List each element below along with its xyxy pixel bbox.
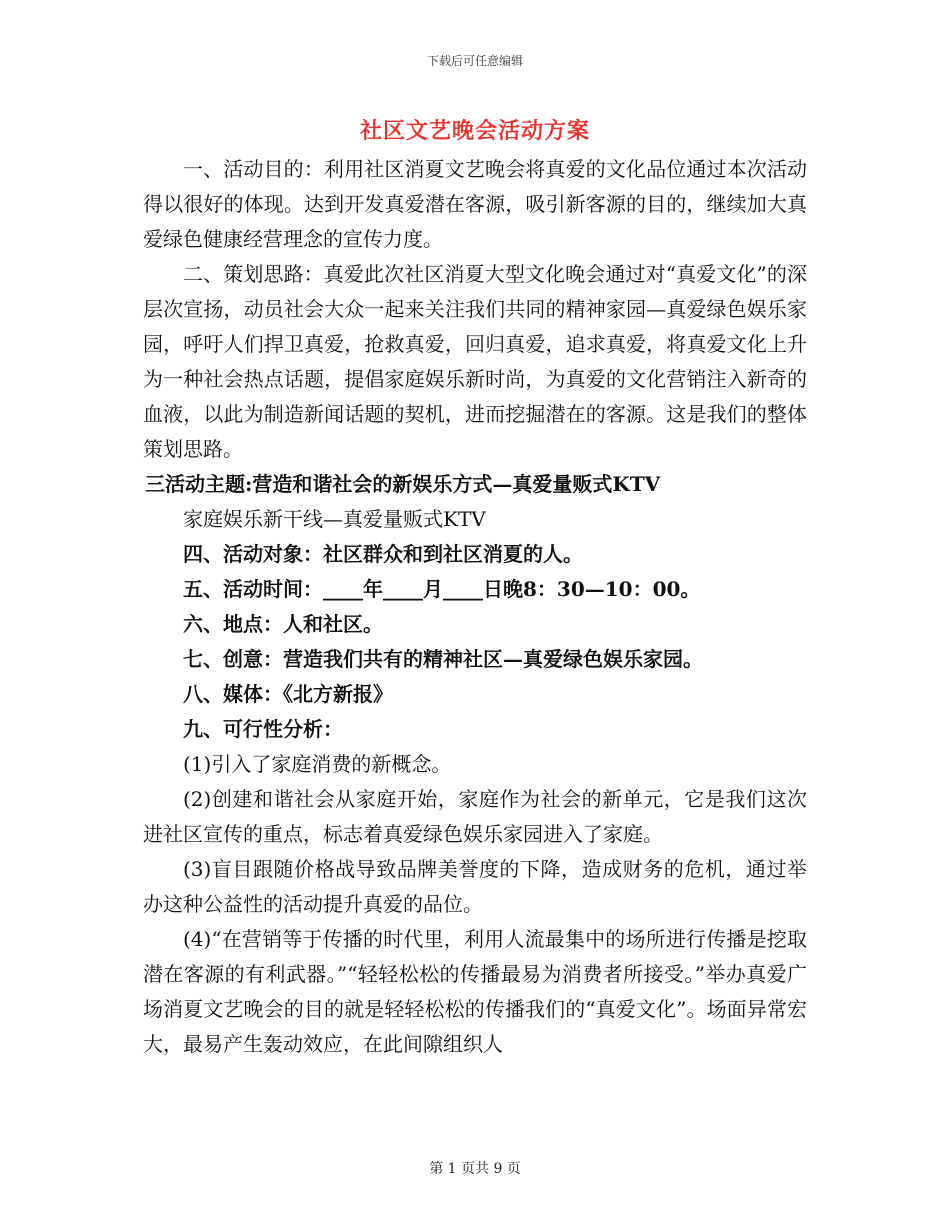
paragraph-theme: 三活动主题:营造和谐社会的新娱乐方式—真爱量贩式KTV	[145, 472, 661, 496]
document-title: 社区文艺晚会活动方案	[359, 118, 590, 144]
paragraph-location: 六、地点：人和社区。	[183, 612, 383, 636]
paragraph-purpose: 一、活动目的：利用社区消夏文艺晚会将真爱的文化品位通过本次活动得以很好的体现。达到开发真爱潜在客源，吸引新客源的目的，继续加大真爱绿色健康经营理念的宣传力度。	[143, 157, 807, 251]
paragraph-media: 八、媒体：《北方新报》	[183, 682, 393, 706]
page-footer: 第 1 页共 9 页	[429, 1161, 521, 1177]
paragraph-audience: 四、活动对象：社区群众和到社区消夏的人。	[183, 542, 583, 566]
page-header: 下载后可任意编辑	[426, 54, 523, 68]
paragraph-feasibility-heading: 九、可行性分析：	[183, 717, 343, 741]
paragraph-planning-idea: 二、策划思路：真爱此次社区消夏大型文化晚会通过对“真爱文化”的深层次宣扬，动员社会大众一起来关注我们共同的精神家园—真爱绿色娱乐家园，呼吁人们捍卫真爱，抢救真爱，回归真爱，追求真爱，将真爱文化上升为一种社会热点话题，提倡家庭娱乐新时尚，为真爱的文化营销注入新奇的血液，以此为制造新闻话题的契机，进而挖掘潜在的客源。这是我们的整体策划思路。	[143, 262, 807, 461]
paragraph-feasibility-4: (4)“在营销等于传播的时代里，利用人流最集中的场所进行传播是挖取潜在客源的有利武器。”“轻轻松松的传播最易为消费者所接受。”举办真爱广场消夏文艺晚会的目的就是轻轻松松的传播我们的“真爱文化”。场面异常宏大，最易产生轰动效应，在此间隙组织人	[143, 927, 807, 1056]
document-body	[143, 152, 807, 1062]
paragraph-creative: 七、创意：营造我们共有的精神社区—真爱绿色娱乐家园。	[183, 647, 703, 671]
paragraph-feasibility-3: (3)盲目跟随价格战导致品牌美誉度的下降，造成财务的危机，通过举办这种公益性的活动提升真爱的品位。	[143, 857, 807, 916]
paragraph-feasibility-1: (1)引入了家庭消费的新概念。	[183, 752, 452, 776]
paragraph-subtheme: 家庭娱乐新干线—真爱量贩式KTV	[183, 507, 486, 531]
paragraph-feasibility-2: (2)创建和谐社会从家庭开始，家庭作为社会的新单元，它是我们这次进社区宣传的重点，标志着真爱绿色娱乐家园进入了家庭。	[143, 787, 807, 846]
paragraph-time: 五、活动时间：____年____月____日晚8：30—10：00。	[183, 577, 701, 601]
